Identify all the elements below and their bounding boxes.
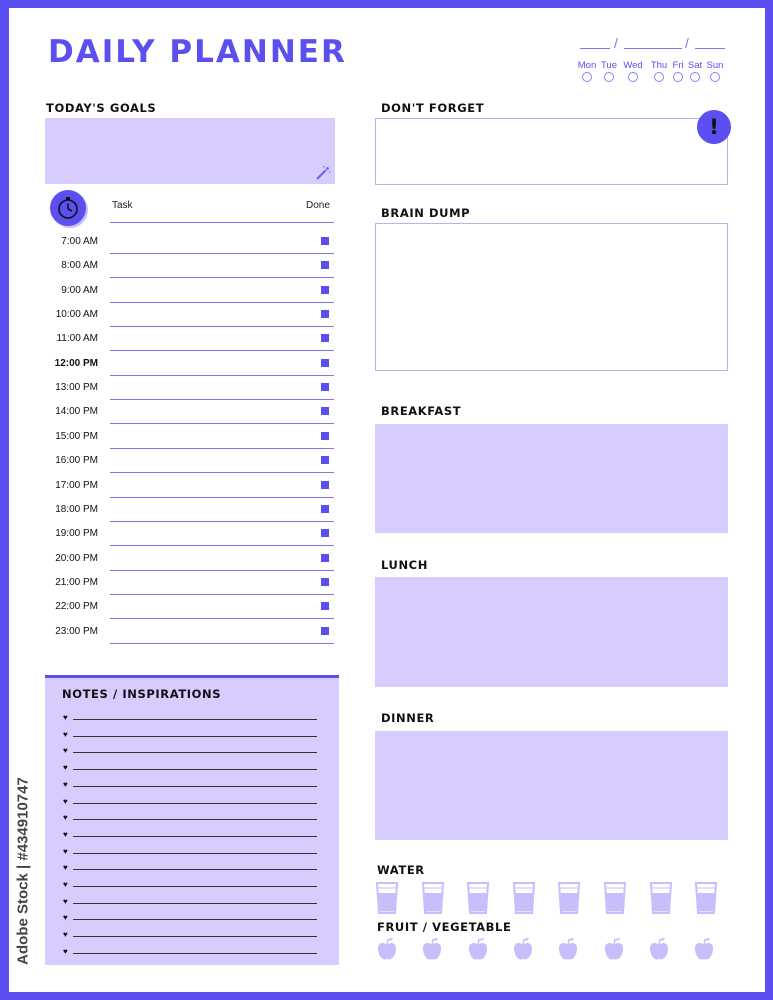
- notes-line[interactable]: [63, 912, 317, 926]
- time-label: 12:00 PM: [54, 357, 98, 369]
- apple-icon[interactable]: [649, 936, 669, 962]
- apple-icon[interactable]: [513, 936, 533, 962]
- time-label: 19:00 PM: [55, 528, 98, 540]
- done-checkbox[interactable]: [321, 456, 329, 464]
- schedule-row: [44, 401, 336, 425]
- notes-rule: [73, 736, 317, 737]
- done-checkbox[interactable]: [321, 334, 329, 342]
- brain-dump-heading: BRAIN DUMP: [381, 206, 471, 220]
- date-year-line[interactable]: [695, 48, 725, 49]
- heart-icon: ♥: [63, 813, 68, 823]
- task-line[interactable]: [110, 545, 334, 546]
- time-label: 14:00 PM: [55, 406, 98, 418]
- task-line[interactable]: [110, 472, 334, 473]
- notes-line[interactable]: [63, 812, 317, 826]
- done-checkbox[interactable]: [321, 383, 329, 391]
- task-line[interactable]: [110, 423, 334, 424]
- brain-dump-box[interactable]: [375, 223, 728, 371]
- task-column-header: Task: [112, 200, 133, 211]
- time-label: 21:00 PM: [55, 576, 98, 588]
- water-heading: WATER: [377, 863, 425, 877]
- task-line[interactable]: [110, 350, 334, 351]
- weekday-thu[interactable]: Thu: [649, 60, 669, 71]
- schedule-row: [44, 231, 336, 255]
- weekday-fri[interactable]: Fri: [668, 60, 688, 71]
- lunch-heading: LUNCH: [381, 558, 428, 572]
- notes-rule: [73, 803, 317, 804]
- task-line[interactable]: [110, 302, 334, 303]
- notes-line[interactable]: [63, 762, 317, 776]
- time-label: 13:00 PM: [55, 382, 98, 394]
- lunch-box[interactable]: [375, 577, 728, 687]
- time-label: 22:00 PM: [55, 601, 98, 613]
- weekday-circle[interactable]: [690, 72, 700, 82]
- schedule-top-line: [110, 222, 334, 223]
- heart-icon: ♥: [63, 763, 68, 773]
- notes-rule: [73, 936, 317, 937]
- notes-rule: [73, 819, 317, 820]
- notes-rule: [73, 953, 317, 954]
- notes-line[interactable]: [63, 712, 317, 726]
- water-glass-icon[interactable]: [695, 882, 717, 914]
- notes-line[interactable]: [63, 929, 317, 943]
- task-line[interactable]: [110, 594, 334, 595]
- schedule-row: [44, 475, 336, 499]
- date-field[interactable]: [578, 36, 726, 50]
- apple-icon[interactable]: [558, 936, 578, 962]
- water-glass-icon[interactable]: [467, 882, 489, 914]
- task-line[interactable]: [110, 399, 334, 400]
- time-label: 8:00 AM: [61, 260, 98, 272]
- dont-forget-heading: DON'T FORGET: [381, 101, 485, 115]
- heart-icon: ♥: [63, 746, 68, 756]
- notes-line[interactable]: [63, 745, 317, 759]
- task-line[interactable]: [110, 497, 334, 498]
- goals-box[interactable]: [45, 118, 335, 184]
- notes-rule: [73, 836, 317, 837]
- weekday-circle[interactable]: [673, 72, 683, 82]
- schedule-row: [44, 621, 336, 645]
- schedule-row: [44, 548, 336, 572]
- heart-icon: ♥: [63, 829, 68, 839]
- done-checkbox[interactable]: [321, 359, 329, 367]
- apple-icon[interactable]: [468, 936, 488, 962]
- done-checkbox[interactable]: [321, 261, 329, 269]
- weekday-circle[interactable]: [710, 72, 720, 82]
- heart-icon: ♥: [63, 846, 68, 856]
- weekday-circle[interactable]: [582, 72, 592, 82]
- done-checkbox[interactable]: [321, 310, 329, 318]
- weekday-sun[interactable]: Sun: [705, 60, 725, 71]
- task-line[interactable]: [110, 521, 334, 522]
- notes-rule: [73, 752, 317, 753]
- task-line[interactable]: [110, 375, 334, 376]
- task-line[interactable]: [110, 253, 334, 254]
- heart-icon: ♥: [63, 913, 68, 923]
- task-line[interactable]: [110, 618, 334, 619]
- apple-icon[interactable]: [604, 936, 624, 962]
- time-label: 11:00 AM: [56, 333, 98, 345]
- clock-badge: [50, 190, 86, 226]
- notes-line[interactable]: [63, 862, 317, 876]
- time-label: 18:00 PM: [55, 503, 98, 515]
- heart-icon: ♥: [63, 930, 68, 940]
- weekday-circle[interactable]: [628, 72, 638, 82]
- schedule-row: [44, 426, 336, 450]
- notes-rule: [73, 853, 317, 854]
- time-label: 23:00 PM: [55, 625, 98, 637]
- weekday-circle[interactable]: [604, 72, 614, 82]
- notes-rule: [73, 786, 317, 787]
- time-label: 15:00 PM: [55, 430, 98, 442]
- weekday-wed[interactable]: Wed: [623, 60, 643, 71]
- time-label: 16:00 PM: [55, 455, 98, 467]
- schedule-row: [44, 499, 336, 523]
- done-checkbox[interactable]: [321, 237, 329, 245]
- task-line[interactable]: [110, 570, 334, 571]
- schedule-row: [44, 596, 336, 620]
- heart-icon: ♥: [63, 779, 68, 789]
- time-label: 20:00 PM: [55, 552, 98, 564]
- notes-rule: [73, 903, 317, 904]
- notes-heading: NOTES / INSPIRATIONS: [62, 687, 222, 701]
- water-glass-icon[interactable]: [513, 882, 535, 914]
- notes-panel: [45, 675, 339, 965]
- apple-icon[interactable]: [422, 936, 442, 962]
- notes-line[interactable]: [63, 946, 317, 960]
- notes-line[interactable]: [63, 779, 317, 793]
- heart-icon: ♥: [63, 863, 68, 873]
- time-label: 9:00 AM: [61, 284, 98, 296]
- dinner-box[interactable]: [375, 731, 728, 840]
- weekday-sat[interactable]: Sat: [685, 60, 705, 71]
- notes-line[interactable]: [63, 879, 317, 893]
- weekday-mon[interactable]: Mon: [577, 60, 597, 71]
- notes-line[interactable]: [63, 729, 317, 743]
- heart-icon: ♥: [63, 880, 68, 889]
- date-month-line[interactable]: [624, 48, 682, 49]
- done-checkbox[interactable]: [321, 529, 329, 537]
- time-label: 7:00 AM: [61, 236, 98, 247]
- task-line[interactable]: [110, 448, 334, 449]
- exclamation-icon: !: [697, 110, 731, 144]
- heart-icon: ♥: [63, 729, 68, 739]
- notes-line[interactable]: [63, 896, 317, 910]
- schedule-row: [44, 280, 336, 304]
- notes-rule: [73, 886, 317, 887]
- done-checkbox[interactable]: [321, 407, 329, 415]
- heart-icon: ♥: [63, 896, 68, 906]
- weekday-tue[interactable]: Tue: [599, 60, 619, 71]
- done-checkbox[interactable]: [321, 578, 329, 586]
- page-title: DAILY PLANNER: [48, 34, 347, 70]
- notes-rule: [73, 919, 317, 920]
- heart-icon: ♥: [63, 946, 68, 956]
- schedule-row: [44, 523, 336, 547]
- schedule-row: [44, 572, 336, 596]
- apple-icon[interactable]: [377, 936, 397, 962]
- schedule-row: [44, 377, 336, 401]
- date-separator: /: [614, 35, 618, 51]
- done-checkbox[interactable]: [321, 432, 329, 440]
- done-checkbox[interactable]: [321, 554, 329, 562]
- weekday-selector: [574, 60, 728, 88]
- dinner-heading: DINNER: [381, 711, 435, 725]
- time-label: 10:00 AM: [55, 309, 98, 321]
- heart-icon: ♥: [63, 796, 68, 806]
- apple-icon[interactable]: [694, 936, 714, 962]
- notes-rule: [73, 869, 317, 870]
- date-day-line[interactable]: [580, 48, 610, 49]
- notes-rule: [73, 769, 317, 770]
- breakfast-box[interactable]: [375, 424, 728, 533]
- water-glass-icon[interactable]: [422, 882, 444, 914]
- schedule-row: [44, 328, 336, 352]
- fruit-heading: FRUIT / VEGETABLE: [377, 920, 512, 934]
- done-column-header: Done: [306, 200, 330, 211]
- notes-rule: [73, 719, 317, 720]
- task-line[interactable]: [110, 277, 334, 278]
- heart-icon: ♥: [63, 713, 68, 722]
- schedule-row: [44, 255, 336, 279]
- water-glass-icon[interactable]: [650, 882, 672, 914]
- water-glass-icon[interactable]: [376, 882, 398, 914]
- done-checkbox[interactable]: [321, 627, 329, 635]
- done-checkbox[interactable]: [321, 286, 329, 294]
- task-line[interactable]: [110, 326, 334, 327]
- done-checkbox[interactable]: [321, 505, 329, 513]
- schedule-row: [44, 450, 336, 474]
- time-label: 17:00 PM: [55, 479, 98, 491]
- watermark: Adobe Stock | #434910747: [14, 777, 32, 965]
- water-glass-icon[interactable]: [558, 882, 580, 914]
- magic-wand-icon: [315, 165, 331, 181]
- dont-forget-box[interactable]: [375, 118, 728, 185]
- done-checkbox[interactable]: [321, 602, 329, 610]
- task-line[interactable]: [110, 643, 334, 644]
- done-checkbox[interactable]: [321, 481, 329, 489]
- goals-heading: TODAY'S GOALS: [46, 101, 157, 115]
- weekday-circle[interactable]: [654, 72, 664, 82]
- water-glass-icon[interactable]: [604, 882, 626, 914]
- notes-line[interactable]: [63, 796, 317, 810]
- notes-line[interactable]: [63, 829, 317, 843]
- notes-line[interactable]: [63, 846, 317, 860]
- stopwatch-icon: [50, 190, 86, 226]
- schedule-row: [44, 304, 336, 328]
- breakfast-heading: BREAKFAST: [381, 404, 462, 418]
- date-separator: /: [685, 35, 689, 51]
- schedule-row: [44, 353, 336, 377]
